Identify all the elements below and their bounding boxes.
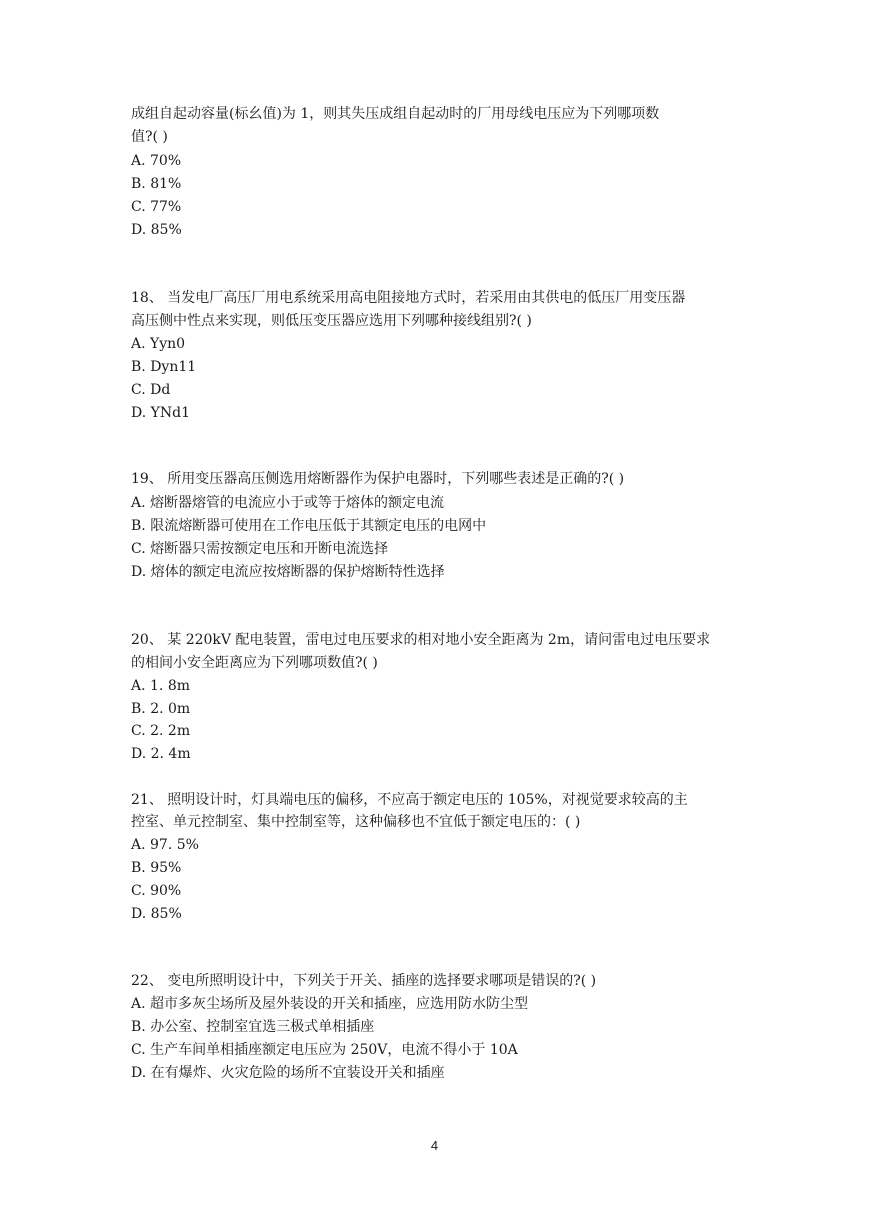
option-d: D. 85% <box>131 222 182 238</box>
option-c: C. 77% <box>131 199 182 215</box>
question-stem-line: 22、 变电所照明设计中，下列关于开关、插座的选择要求哪项是错误的?( ) <box>131 973 597 989</box>
option-c: C. 熔断器只需按额定电压和开断电流选择 <box>131 541 389 557</box>
option-d: D. 在有爆炸、火灾危险的场所不宜装设开关和插座 <box>131 1065 445 1081</box>
question-stem-line: 20、 某 220kV 配电装置，雷电过电压要求的相对地小安全距离为 2m，请问雷电过电压要求 <box>131 632 711 648</box>
option-a: A. 97. 5% <box>131 837 199 853</box>
page-number: 4 <box>430 1138 439 1153</box>
option-c: C. 生产车间单相插座额定电压应为 250V，电流不得小于 10A <box>131 1042 518 1058</box>
option-d: D. 2. 4m <box>131 746 191 762</box>
option-b: B. Dyn11 <box>131 359 197 375</box>
option-b: B. 81% <box>131 176 182 192</box>
option-c: C. Dd <box>131 382 171 398</box>
option-a: A. 1. 8m <box>131 678 191 694</box>
option-a: A. Yyn0 <box>131 336 186 352</box>
question-stem-line: 18、 当发电厂高压厂用电系统采用高电阻接地方式时，若采用由其供电的低压厂用变压器 <box>131 290 686 306</box>
option-d: D. YNd1 <box>131 405 190 421</box>
option-a: A. 熔断器熔管的电流应小于或等于熔体的额定电流 <box>131 495 445 511</box>
question-stem-line: 控室、单元控制室、集中控制室等，这种偏移也不宜低于额定电压的：( ) <box>131 814 581 830</box>
option-c: C. 2. 2m <box>131 723 191 739</box>
option-d: D. 熔体的额定电流应按熔断器的保护熔断特性选择 <box>131 564 445 580</box>
question-stem-line: 高压侧中性点来实现，则低压变压器应选用下列哪种接线组别?( ) <box>131 313 532 329</box>
question-stem-line: 的相间小安全距离应为下列哪项数值?( ) <box>131 655 378 671</box>
option-b: B. 2. 0m <box>131 701 191 717</box>
option-a: A. 70% <box>131 153 182 169</box>
option-b: B. 限流熔断器可使用在工作电压低于其额定电压的电网中 <box>131 518 487 534</box>
option-c: C. 90% <box>131 883 182 899</box>
option-b: B. 办公室、控制室宜选三极式单相插座 <box>131 1019 375 1035</box>
option-d: D. 85% <box>131 906 182 922</box>
question-stem-line: 19、 所用变压器高压侧选用熔断器作为保护电器时，下列哪些表述是正确的?( ) <box>131 471 625 487</box>
option-a: A. 超市多灰尘场所及屋外装设的开关和插座，应选用防水防尘型 <box>131 996 529 1012</box>
question-stem-line: 成组自起动容量(标幺值)为 1，则其失压成组自起动时的厂用母线电压应为下列哪项数 <box>131 106 660 122</box>
option-b: B. 95% <box>131 860 182 876</box>
question-stem-line: 21、 照明设计时，灯具端电压的偏移，不应高于额定电压的 105%，对视觉要求较高的主 <box>131 792 688 808</box>
question-stem-line: 值?( ) <box>131 129 168 145</box>
